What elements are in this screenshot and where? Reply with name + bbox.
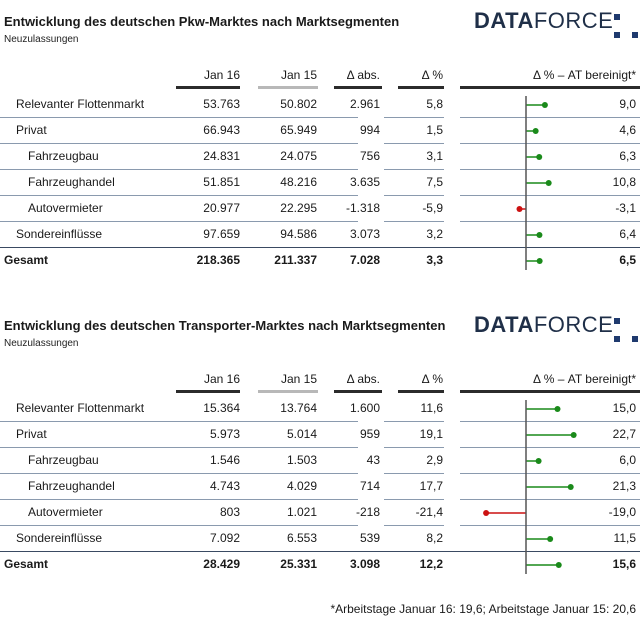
cell-pct: 3,2 bbox=[426, 227, 443, 241]
cell-jan15: 5.014 bbox=[286, 427, 317, 441]
cell-at: 15,0 bbox=[612, 401, 636, 415]
lollipop-dot bbox=[556, 562, 562, 568]
pkw-market-table bbox=[0, 8, 640, 284]
cell-abs: 3.073 bbox=[349, 227, 380, 241]
cell-jan16: 5.973 bbox=[209, 427, 240, 441]
footnote: *Arbeitstage Januar 16: 19,6; Arbeitstage Januar 15: 20,6 bbox=[330, 602, 636, 616]
table-row bbox=[0, 222, 640, 248]
cell-pct: -5,9 bbox=[422, 201, 443, 215]
cell-at: 10,8 bbox=[612, 175, 636, 189]
chart-title: Entwicklung des deutschen Pkw-Marktes nach Marktsegmenten bbox=[4, 14, 400, 29]
cell-at: 6,4 bbox=[619, 227, 636, 241]
logo-text bbox=[474, 312, 613, 338]
cell-at: 21,3 bbox=[612, 479, 636, 493]
row-label: Autovermieter bbox=[28, 201, 103, 215]
lollipop-dot bbox=[568, 484, 574, 490]
row-label: Gesamt bbox=[4, 557, 49, 571]
lollipop-axis bbox=[0, 14, 1, 15]
cell-pct: 19,1 bbox=[419, 427, 443, 441]
lollipop-dot bbox=[542, 102, 548, 108]
cell-at: -3,1 bbox=[615, 201, 636, 215]
lollipop-dot bbox=[537, 258, 543, 264]
cell-jan16: 218.365 bbox=[196, 253, 240, 267]
column-header: Δ % – AT bereinigt* bbox=[533, 372, 636, 386]
logo-text-light: FORCE bbox=[533, 312, 614, 337]
cell-pct: 12,2 bbox=[419, 557, 443, 571]
cell-jan15: 13.764 bbox=[280, 401, 317, 415]
row-label: Fahrzeugbau bbox=[28, 149, 99, 163]
lollipop-dot bbox=[536, 154, 542, 160]
table-row bbox=[0, 196, 640, 222]
cell-jan15: 4.029 bbox=[286, 479, 317, 493]
lollipop-dot bbox=[483, 510, 489, 516]
cell-abs: 3.635 bbox=[349, 175, 380, 189]
table-row bbox=[0, 144, 640, 170]
column-header: Jan 16 bbox=[203, 372, 240, 386]
cell-abs: 1.600 bbox=[349, 401, 380, 415]
logo-text-bold: DATA bbox=[474, 8, 534, 33]
cell-pct: 17,7 bbox=[419, 479, 443, 493]
logo-text-bold: DATA bbox=[474, 312, 534, 337]
row-label: Privat bbox=[16, 427, 47, 441]
row-label: Relevanter Flottenmarkt bbox=[16, 97, 145, 111]
lollipop-dot bbox=[533, 128, 539, 134]
column-header-underline bbox=[398, 86, 444, 89]
cell-jan16: 1.546 bbox=[209, 453, 240, 467]
dataforce-logo bbox=[474, 312, 640, 352]
cell-abs: 7.028 bbox=[349, 253, 380, 267]
logo-square bbox=[632, 336, 638, 342]
cell-jan15: 6.553 bbox=[286, 531, 317, 545]
cell-abs: 539 bbox=[359, 531, 380, 545]
column-header-underline bbox=[176, 86, 240, 89]
lollipop-dot bbox=[536, 232, 542, 238]
cell-jan16: 15.364 bbox=[203, 401, 240, 415]
cell-at: 11,5 bbox=[613, 531, 636, 545]
lollipop-dot bbox=[516, 206, 522, 212]
cell-pct: 1,5 bbox=[426, 123, 443, 137]
lollipop-dot bbox=[547, 536, 553, 542]
lollipop-dot bbox=[546, 180, 552, 186]
cell-abs: -218 bbox=[355, 505, 380, 519]
cell-jan15: 50.802 bbox=[280, 97, 317, 111]
table-row bbox=[0, 118, 640, 144]
cell-pct: 3,3 bbox=[426, 253, 443, 267]
cell-pct: 3,1 bbox=[426, 149, 443, 163]
cell-pct: 7,5 bbox=[426, 175, 443, 189]
cell-abs: 43 bbox=[366, 453, 380, 467]
lollipop-dot bbox=[536, 458, 542, 464]
lollipop-dot bbox=[555, 406, 561, 412]
cell-pct: 8,2 bbox=[426, 531, 443, 545]
cell-abs: 3.098 bbox=[349, 557, 380, 571]
cell-pct: 2,9 bbox=[426, 453, 443, 467]
column-header-underline bbox=[460, 390, 640, 393]
lollipop-dot bbox=[571, 432, 577, 438]
logo-square bbox=[614, 336, 620, 342]
logo-text bbox=[474, 8, 613, 34]
column-header: Δ % – AT bereinigt* bbox=[533, 68, 636, 82]
column-header-underline bbox=[460, 86, 640, 89]
transporter-market-table bbox=[0, 312, 640, 588]
chart-subtitle: Neuzulassungen bbox=[4, 34, 79, 45]
row-label: Gesamt bbox=[4, 253, 49, 267]
row-label: Relevanter Flottenmarkt bbox=[16, 401, 145, 415]
cell-abs: 2.961 bbox=[349, 97, 380, 111]
cell-jan16: 97.659 bbox=[203, 227, 240, 241]
cell-at: 6,0 bbox=[619, 453, 636, 467]
column-header-underline bbox=[334, 390, 382, 393]
cell-jan15: 22.295 bbox=[280, 201, 317, 215]
cell-jan15: 1.503 bbox=[286, 453, 317, 467]
logo-square bbox=[614, 14, 620, 20]
cell-jan15: 1.021 bbox=[286, 505, 317, 519]
cell-at: 4,6 bbox=[619, 123, 636, 137]
table-row bbox=[0, 448, 640, 474]
column-header-underline bbox=[258, 86, 318, 89]
cell-jan15: 25.331 bbox=[280, 557, 317, 571]
cell-at: 6,3 bbox=[619, 149, 636, 163]
dataforce-logo bbox=[474, 8, 640, 48]
cell-jan16: 66.943 bbox=[203, 123, 240, 137]
column-header: Δ % bbox=[421, 68, 443, 82]
chart-title: Entwicklung des deutschen Transporter-Marktes nach Marktsegmenten bbox=[4, 318, 446, 333]
cell-jan16: 53.763 bbox=[203, 97, 240, 111]
cell-jan15: 48.216 bbox=[280, 175, 317, 189]
logo-text-light: FORCE bbox=[533, 8, 614, 33]
column-header-underline bbox=[258, 390, 318, 393]
column-header: Jan 15 bbox=[280, 372, 317, 386]
row-label: Fahrzeughandel bbox=[28, 175, 115, 189]
row-label: Fahrzeugbau bbox=[28, 453, 99, 467]
cell-jan16: 51.851 bbox=[203, 175, 240, 189]
row-label: Sondereinflüsse bbox=[16, 227, 103, 241]
column-header-underline bbox=[334, 86, 382, 89]
cell-jan15: 24.075 bbox=[280, 149, 317, 163]
column-header-underline bbox=[176, 390, 240, 393]
logo-square bbox=[614, 32, 620, 38]
chart-subtitle: Neuzulassungen bbox=[4, 338, 79, 349]
cell-jan16: 20.977 bbox=[203, 201, 240, 215]
cell-jan15: 65.949 bbox=[280, 123, 317, 137]
cell-abs: -1.318 bbox=[345, 201, 380, 215]
cell-at: -19,0 bbox=[608, 505, 636, 519]
cell-at: 22,7 bbox=[612, 427, 636, 441]
total-row bbox=[0, 248, 640, 274]
cell-jan15: 211.337 bbox=[274, 253, 317, 267]
cell-jan16: 28.429 bbox=[203, 557, 240, 571]
column-header-underline bbox=[398, 390, 444, 393]
cell-at: 9,0 bbox=[619, 97, 636, 111]
column-header: Δ abs. bbox=[346, 68, 380, 82]
cell-jan16: 4.743 bbox=[209, 479, 240, 493]
cell-abs: 756 bbox=[359, 149, 380, 163]
cell-jan16: 803 bbox=[219, 505, 240, 519]
cell-pct: -21,4 bbox=[415, 505, 443, 519]
column-header: Δ abs. bbox=[346, 372, 380, 386]
cell-abs: 714 bbox=[359, 479, 380, 493]
cell-jan16: 7.092 bbox=[209, 531, 240, 545]
row-label: Privat bbox=[16, 123, 47, 137]
cell-abs: 994 bbox=[359, 123, 380, 137]
cell-jan16: 24.831 bbox=[203, 149, 240, 163]
row-label: Sondereinflüsse bbox=[16, 531, 103, 545]
table-row bbox=[0, 500, 640, 526]
row-label: Fahrzeughandel bbox=[28, 479, 115, 493]
row-label: Autovermieter bbox=[28, 505, 103, 519]
cell-abs: 959 bbox=[359, 427, 380, 441]
column-header: Δ % bbox=[421, 372, 443, 386]
cell-pct: 11,6 bbox=[420, 401, 443, 415]
logo-square bbox=[632, 32, 638, 38]
column-header: Jan 15 bbox=[280, 68, 317, 82]
cell-at: 6,5 bbox=[619, 253, 636, 267]
logo-square bbox=[614, 318, 620, 324]
lollipop-axis bbox=[0, 318, 1, 319]
cell-pct: 5,8 bbox=[426, 97, 443, 111]
cell-at: 15,6 bbox=[612, 557, 636, 571]
column-header: Jan 16 bbox=[203, 68, 240, 82]
cell-jan15: 94.586 bbox=[280, 227, 317, 241]
